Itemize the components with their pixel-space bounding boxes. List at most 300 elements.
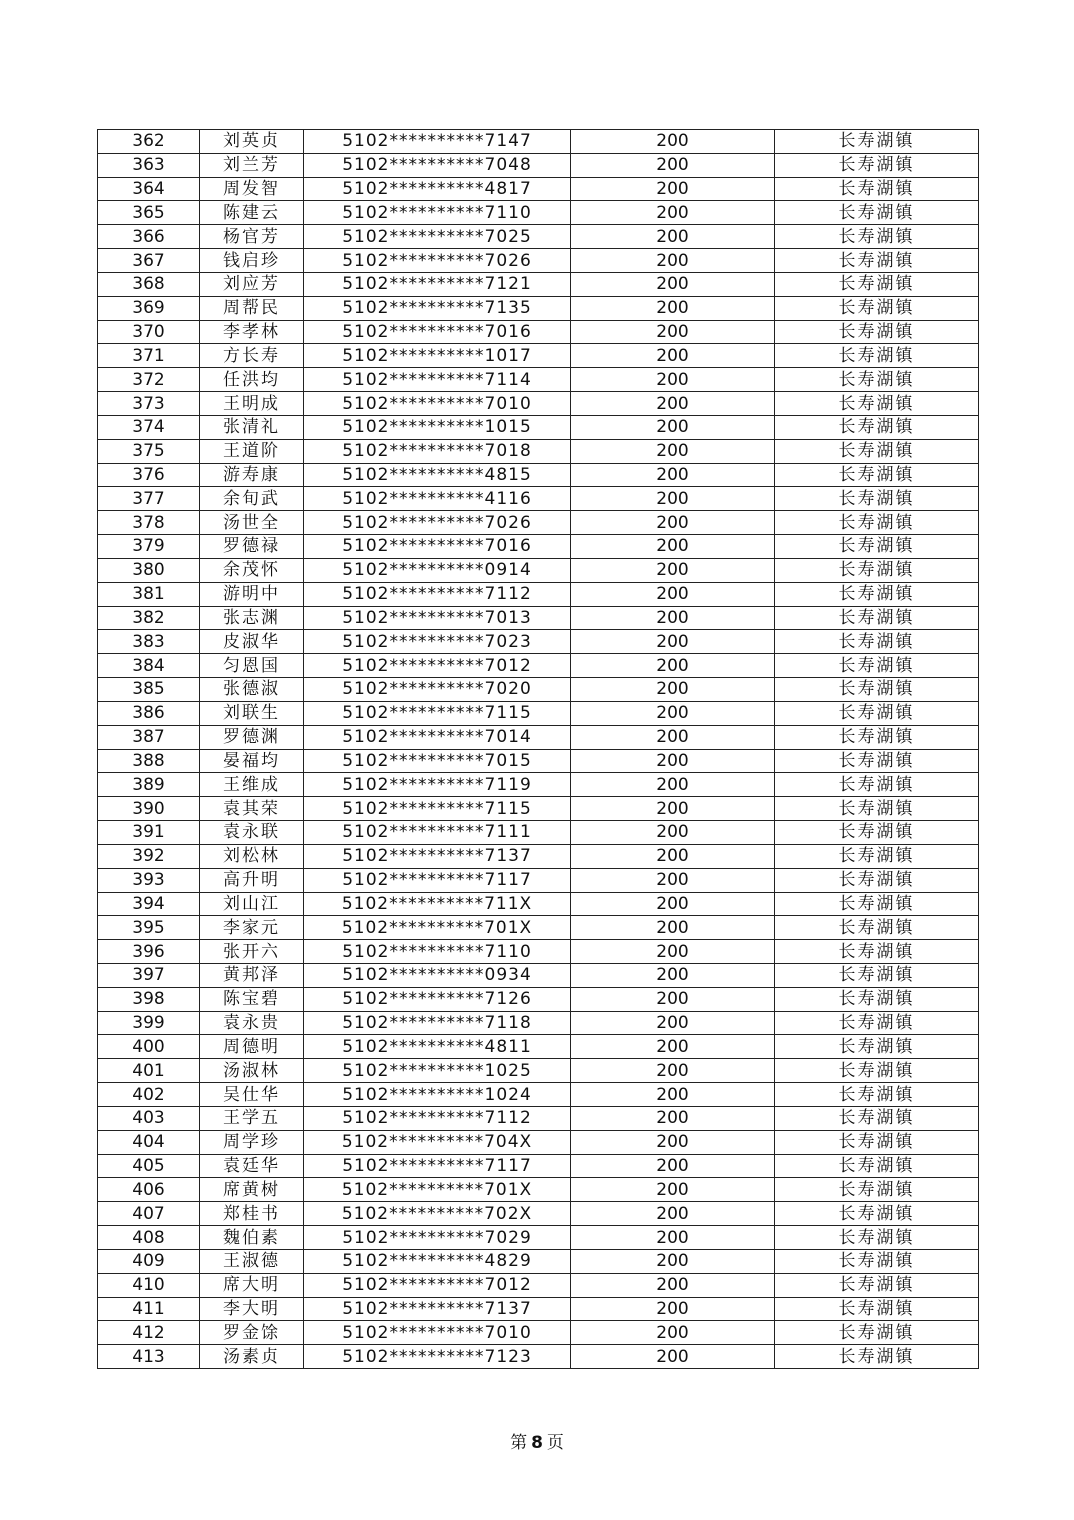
cell-id-number: 5102**********7115	[304, 797, 571, 821]
cell-town: 长寿湖镇	[775, 511, 979, 535]
cell-name: 张志渊	[200, 606, 304, 630]
table-row	[98, 725, 979, 749]
cell-town: 长寿湖镇	[775, 1106, 979, 1130]
cell-serial-number: 368	[98, 272, 200, 296]
cell-town: 长寿湖镇	[775, 1249, 979, 1273]
cell-id-number: 5102**********1024	[304, 1083, 571, 1107]
table-row	[98, 606, 979, 630]
cell-amount: 200	[571, 368, 775, 392]
cell-serial-number: 362	[98, 130, 200, 154]
cell-amount: 200	[571, 630, 775, 654]
cell-amount: 200	[571, 1106, 775, 1130]
cell-serial-number: 388	[98, 749, 200, 773]
cell-town: 长寿湖镇	[775, 558, 979, 582]
cell-town: 长寿湖镇	[775, 225, 979, 249]
table-row	[98, 225, 979, 249]
cell-amount: 200	[571, 606, 775, 630]
cell-amount: 200	[571, 249, 775, 273]
cell-amount: 200	[571, 1321, 775, 1345]
table-row	[98, 844, 979, 868]
table-row	[98, 1345, 979, 1369]
table-row	[98, 868, 979, 892]
cell-id-number: 5102**********702X	[304, 1202, 571, 1226]
page-footer	[0, 1428, 1074, 1453]
cell-town: 长寿湖镇	[775, 678, 979, 702]
cell-serial-number: 370	[98, 320, 200, 344]
cell-name: 方长寿	[200, 344, 304, 368]
cell-amount: 200	[571, 821, 775, 845]
cell-town: 长寿湖镇	[775, 892, 979, 916]
table-row	[98, 558, 979, 582]
table-row	[98, 1226, 979, 1250]
table-row	[98, 821, 979, 845]
table-row	[98, 1106, 979, 1130]
cell-name: 李大明	[200, 1297, 304, 1321]
cell-serial-number: 380	[98, 558, 200, 582]
cell-id-number: 5102**********4811	[304, 1035, 571, 1059]
cell-id-number: 5102**********7112	[304, 582, 571, 606]
cell-town: 长寿湖镇	[775, 1321, 979, 1345]
cell-serial-number: 371	[98, 344, 200, 368]
cell-amount: 200	[571, 201, 775, 225]
cell-name: 王明成	[200, 392, 304, 416]
cell-amount: 200	[571, 487, 775, 511]
cell-name: 游寿康	[200, 463, 304, 487]
table-row	[98, 272, 979, 296]
cell-town: 长寿湖镇	[775, 1059, 979, 1083]
cell-id-number: 5102**********7121	[304, 272, 571, 296]
cell-town: 长寿湖镇	[775, 630, 979, 654]
cell-id-number: 5102**********7119	[304, 773, 571, 797]
cell-town: 长寿湖镇	[775, 153, 979, 177]
cell-amount: 200	[571, 987, 775, 1011]
cell-town: 长寿湖镇	[775, 1202, 979, 1226]
table-row	[98, 630, 979, 654]
cell-town: 长寿湖镇	[775, 320, 979, 344]
cell-serial-number: 372	[98, 368, 200, 392]
cell-id-number: 5102**********7110	[304, 940, 571, 964]
cell-name: 刘松林	[200, 844, 304, 868]
cell-amount: 200	[571, 678, 775, 702]
cell-town: 长寿湖镇	[775, 439, 979, 463]
cell-name: 魏伯素	[200, 1226, 304, 1250]
cell-id-number: 5102**********7111	[304, 821, 571, 845]
cell-serial-number: 375	[98, 439, 200, 463]
table-row	[98, 1130, 979, 1154]
cell-name: 汤世全	[200, 511, 304, 535]
cell-name: 陈建云	[200, 201, 304, 225]
cell-id-number: 5102**********7014	[304, 725, 571, 749]
cell-id-number: 5102**********7137	[304, 1297, 571, 1321]
cell-id-number: 5102**********7117	[304, 868, 571, 892]
cell-town: 长寿湖镇	[775, 868, 979, 892]
cell-name: 陈宝碧	[200, 987, 304, 1011]
cell-town: 长寿湖镇	[775, 749, 979, 773]
cell-town: 长寿湖镇	[775, 844, 979, 868]
table-row	[98, 1273, 979, 1297]
cell-amount: 200	[571, 773, 775, 797]
cell-amount: 200	[571, 582, 775, 606]
cell-amount: 200	[571, 320, 775, 344]
cell-serial-number: 397	[98, 963, 200, 987]
table-row	[98, 463, 979, 487]
cell-town: 长寿湖镇	[775, 1345, 979, 1369]
cell-id-number: 5102**********7015	[304, 749, 571, 773]
cell-name: 晏福均	[200, 749, 304, 773]
table-row	[98, 797, 979, 821]
table-row	[98, 1202, 979, 1226]
cell-amount: 200	[571, 558, 775, 582]
cell-serial-number: 374	[98, 415, 200, 439]
cell-amount: 200	[571, 296, 775, 320]
cell-amount: 200	[571, 1202, 775, 1226]
cell-id-number: 5102**********7126	[304, 987, 571, 1011]
cell-id-number: 5102**********1025	[304, 1059, 571, 1083]
cell-serial-number: 369	[98, 296, 200, 320]
cell-id-number: 5102**********7110	[304, 201, 571, 225]
cell-name: 余茂怀	[200, 558, 304, 582]
cell-id-number: 5102**********7114	[304, 368, 571, 392]
cell-serial-number: 398	[98, 987, 200, 1011]
table-row	[98, 130, 979, 154]
cell-town: 长寿湖镇	[775, 701, 979, 725]
cell-serial-number: 409	[98, 1249, 200, 1273]
cell-amount: 200	[571, 940, 775, 964]
cell-name: 高升明	[200, 868, 304, 892]
cell-amount: 200	[571, 1154, 775, 1178]
cell-amount: 200	[571, 844, 775, 868]
cell-name: 汤素贞	[200, 1345, 304, 1369]
cell-serial-number: 391	[98, 821, 200, 845]
cell-id-number: 5102**********7115	[304, 701, 571, 725]
cell-amount: 200	[571, 272, 775, 296]
cell-town: 长寿湖镇	[775, 797, 979, 821]
cell-name: 袁永联	[200, 821, 304, 845]
cell-id-number: 5102**********7010	[304, 392, 571, 416]
cell-name: 王淑德	[200, 1249, 304, 1273]
roster-table	[97, 129, 979, 1369]
cell-id-number: 5102**********7012	[304, 1273, 571, 1297]
cell-serial-number: 363	[98, 153, 200, 177]
cell-serial-number: 404	[98, 1130, 200, 1154]
cell-name: 袁其荣	[200, 797, 304, 821]
cell-id-number: 5102**********7018	[304, 439, 571, 463]
cell-id-number: 5102**********7026	[304, 511, 571, 535]
cell-name: 王学五	[200, 1106, 304, 1130]
cell-town: 长寿湖镇	[775, 940, 979, 964]
cell-amount: 200	[571, 511, 775, 535]
table-row	[98, 535, 979, 559]
table-row	[98, 392, 979, 416]
cell-serial-number: 400	[98, 1035, 200, 1059]
cell-id-number: 5102**********7016	[304, 320, 571, 344]
table-row	[98, 916, 979, 940]
cell-serial-number: 412	[98, 1321, 200, 1345]
table-row	[98, 963, 979, 987]
cell-name: 黄邦泽	[200, 963, 304, 987]
cell-name: 张清礼	[200, 415, 304, 439]
cell-town: 长寿湖镇	[775, 535, 979, 559]
cell-town: 长寿湖镇	[775, 1297, 979, 1321]
table-row	[98, 749, 979, 773]
cell-id-number: 5102**********7013	[304, 606, 571, 630]
cell-amount: 200	[571, 1059, 775, 1083]
cell-id-number: 5102**********7012	[304, 654, 571, 678]
cell-serial-number: 384	[98, 654, 200, 678]
cell-amount: 200	[571, 963, 775, 987]
table-row	[98, 439, 979, 463]
cell-town: 长寿湖镇	[775, 249, 979, 273]
cell-town: 长寿湖镇	[775, 916, 979, 940]
cell-name: 刘英贞	[200, 130, 304, 154]
cell-town: 长寿湖镇	[775, 344, 979, 368]
table-row	[98, 1154, 979, 1178]
cell-name: 李家元	[200, 916, 304, 940]
cell-serial-number: 373	[98, 392, 200, 416]
cell-amount: 200	[571, 392, 775, 416]
cell-serial-number: 390	[98, 797, 200, 821]
cell-amount: 200	[571, 701, 775, 725]
cell-serial-number: 408	[98, 1226, 200, 1250]
table-row	[98, 582, 979, 606]
cell-serial-number: 406	[98, 1178, 200, 1202]
cell-id-number: 5102**********7137	[304, 844, 571, 868]
table-row	[98, 773, 979, 797]
cell-amount: 200	[571, 892, 775, 916]
cell-amount: 200	[571, 1226, 775, 1250]
cell-id-number: 5102**********7118	[304, 1011, 571, 1035]
cell-serial-number: 392	[98, 844, 200, 868]
cell-serial-number: 381	[98, 582, 200, 606]
table-row	[98, 320, 979, 344]
cell-name: 罗德禄	[200, 535, 304, 559]
table-row	[98, 368, 979, 392]
roster-table-body	[98, 130, 979, 1369]
cell-serial-number: 378	[98, 511, 200, 535]
cell-town: 长寿湖镇	[775, 582, 979, 606]
cell-amount: 200	[571, 654, 775, 678]
table-row	[98, 1321, 979, 1345]
cell-town: 长寿湖镇	[775, 1178, 979, 1202]
cell-amount: 200	[571, 225, 775, 249]
cell-id-number: 5102**********7112	[304, 1106, 571, 1130]
cell-name: 罗德渊	[200, 725, 304, 749]
cell-town: 长寿湖镇	[775, 296, 979, 320]
cell-town: 长寿湖镇	[775, 725, 979, 749]
cell-serial-number: 387	[98, 725, 200, 749]
cell-town: 长寿湖镇	[775, 1035, 979, 1059]
cell-id-number: 5102**********7023	[304, 630, 571, 654]
cell-town: 长寿湖镇	[775, 487, 979, 511]
table-row	[98, 678, 979, 702]
cell-serial-number: 395	[98, 916, 200, 940]
cell-amount: 200	[571, 153, 775, 177]
cell-id-number: 5102**********701X	[304, 1178, 571, 1202]
cell-town: 长寿湖镇	[775, 1154, 979, 1178]
cell-amount: 200	[571, 535, 775, 559]
cell-serial-number: 407	[98, 1202, 200, 1226]
cell-amount: 200	[571, 1011, 775, 1035]
cell-serial-number: 385	[98, 678, 200, 702]
cell-serial-number: 401	[98, 1059, 200, 1083]
cell-serial-number: 405	[98, 1154, 200, 1178]
cell-town: 长寿湖镇	[775, 392, 979, 416]
cell-id-number: 5102**********7117	[304, 1154, 571, 1178]
cell-amount: 200	[571, 1178, 775, 1202]
cell-name: 张开六	[200, 940, 304, 964]
table-row	[98, 1035, 979, 1059]
cell-serial-number: 389	[98, 773, 200, 797]
cell-name: 周发智	[200, 177, 304, 201]
cell-serial-number: 376	[98, 463, 200, 487]
footer-suffix: 页	[546, 1433, 564, 1453]
cell-id-number: 5102**********4829	[304, 1249, 571, 1273]
cell-amount: 200	[571, 749, 775, 773]
footer-prefix: 第	[510, 1433, 528, 1453]
table-row	[98, 1249, 979, 1273]
cell-name: 钱启珍	[200, 249, 304, 273]
cell-name: 任洪均	[200, 368, 304, 392]
cell-name: 周帮民	[200, 296, 304, 320]
cell-name: 周学珍	[200, 1130, 304, 1154]
cell-serial-number: 365	[98, 201, 200, 225]
cell-id-number: 5102**********7010	[304, 1321, 571, 1345]
cell-town: 长寿湖镇	[775, 368, 979, 392]
cell-name: 刘应芳	[200, 272, 304, 296]
cell-id-number: 5102**********704X	[304, 1130, 571, 1154]
cell-serial-number: 411	[98, 1297, 200, 1321]
cell-town: 长寿湖镇	[775, 773, 979, 797]
cell-amount: 200	[571, 1130, 775, 1154]
table-row	[98, 654, 979, 678]
cell-name: 匀恩国	[200, 654, 304, 678]
table-row	[98, 892, 979, 916]
cell-town: 长寿湖镇	[775, 821, 979, 845]
table-row	[98, 940, 979, 964]
table-row	[98, 1297, 979, 1321]
cell-id-number: 5102**********4817	[304, 177, 571, 201]
cell-id-number: 5102**********0914	[304, 558, 571, 582]
cell-id-number: 5102**********7016	[304, 535, 571, 559]
cell-id-number: 5102**********7025	[304, 225, 571, 249]
cell-amount: 200	[571, 177, 775, 201]
table-row	[98, 296, 979, 320]
cell-amount: 200	[571, 415, 775, 439]
table-row	[98, 511, 979, 535]
cell-name: 张德淑	[200, 678, 304, 702]
cell-amount: 200	[571, 1035, 775, 1059]
cell-serial-number: 377	[98, 487, 200, 511]
cell-amount: 200	[571, 868, 775, 892]
cell-id-number: 5102**********7026	[304, 249, 571, 273]
cell-id-number: 5102**********7147	[304, 130, 571, 154]
cell-name: 刘山江	[200, 892, 304, 916]
cell-serial-number: 402	[98, 1083, 200, 1107]
cell-amount: 200	[571, 725, 775, 749]
cell-town: 长寿湖镇	[775, 1130, 979, 1154]
cell-name: 杨官芳	[200, 225, 304, 249]
cell-name: 余旬武	[200, 487, 304, 511]
cell-serial-number: 379	[98, 535, 200, 559]
cell-name: 王道阶	[200, 439, 304, 463]
cell-town: 长寿湖镇	[775, 130, 979, 154]
cell-town: 长寿湖镇	[775, 1083, 979, 1107]
cell-id-number: 5102**********7029	[304, 1226, 571, 1250]
cell-town: 长寿湖镇	[775, 1226, 979, 1250]
page-number: 8	[531, 1433, 543, 1453]
cell-name: 周德明	[200, 1035, 304, 1059]
cell-serial-number: 367	[98, 249, 200, 273]
cell-name: 罗金馀	[200, 1321, 304, 1345]
cell-id-number: 5102**********7048	[304, 153, 571, 177]
cell-town: 长寿湖镇	[775, 415, 979, 439]
cell-name: 吴仕华	[200, 1083, 304, 1107]
cell-serial-number: 410	[98, 1273, 200, 1297]
cell-amount: 200	[571, 463, 775, 487]
cell-serial-number: 383	[98, 630, 200, 654]
cell-id-number: 5102**********1017	[304, 344, 571, 368]
cell-amount: 200	[571, 344, 775, 368]
table-row	[98, 1011, 979, 1035]
cell-town: 长寿湖镇	[775, 177, 979, 201]
table-row	[98, 1178, 979, 1202]
cell-name: 席大明	[200, 1273, 304, 1297]
cell-amount: 200	[571, 1083, 775, 1107]
cell-id-number: 5102**********1015	[304, 415, 571, 439]
cell-serial-number: 393	[98, 868, 200, 892]
cell-id-number: 5102**********701X	[304, 916, 571, 940]
cell-name: 皮淑华	[200, 630, 304, 654]
table-row	[98, 487, 979, 511]
cell-amount: 200	[571, 439, 775, 463]
cell-serial-number: 413	[98, 1345, 200, 1369]
cell-amount: 200	[571, 1249, 775, 1273]
cell-id-number: 5102**********4116	[304, 487, 571, 511]
cell-name: 汤淑林	[200, 1059, 304, 1083]
table-row	[98, 249, 979, 273]
cell-serial-number: 403	[98, 1106, 200, 1130]
table-row	[98, 987, 979, 1011]
cell-id-number: 5102**********7135	[304, 296, 571, 320]
cell-serial-number: 399	[98, 1011, 200, 1035]
cell-name: 袁永贵	[200, 1011, 304, 1035]
cell-name: 席黄树	[200, 1178, 304, 1202]
cell-name: 刘兰芳	[200, 153, 304, 177]
cell-town: 长寿湖镇	[775, 201, 979, 225]
cell-serial-number: 396	[98, 940, 200, 964]
cell-town: 长寿湖镇	[775, 963, 979, 987]
cell-amount: 200	[571, 797, 775, 821]
table-row	[98, 153, 979, 177]
cell-town: 长寿湖镇	[775, 606, 979, 630]
cell-town: 长寿湖镇	[775, 463, 979, 487]
cell-town: 长寿湖镇	[775, 272, 979, 296]
cell-town: 长寿湖镇	[775, 1273, 979, 1297]
cell-town: 长寿湖镇	[775, 654, 979, 678]
cell-name: 袁廷华	[200, 1154, 304, 1178]
cell-id-number: 5102**********711X	[304, 892, 571, 916]
cell-id-number: 5102**********7020	[304, 678, 571, 702]
cell-id-number: 5102**********4815	[304, 463, 571, 487]
table-row	[98, 415, 979, 439]
cell-serial-number: 386	[98, 701, 200, 725]
cell-amount: 200	[571, 916, 775, 940]
cell-name: 刘联生	[200, 701, 304, 725]
cell-name: 李孝林	[200, 320, 304, 344]
cell-name: 游明中	[200, 582, 304, 606]
cell-serial-number: 364	[98, 177, 200, 201]
table-row	[98, 701, 979, 725]
